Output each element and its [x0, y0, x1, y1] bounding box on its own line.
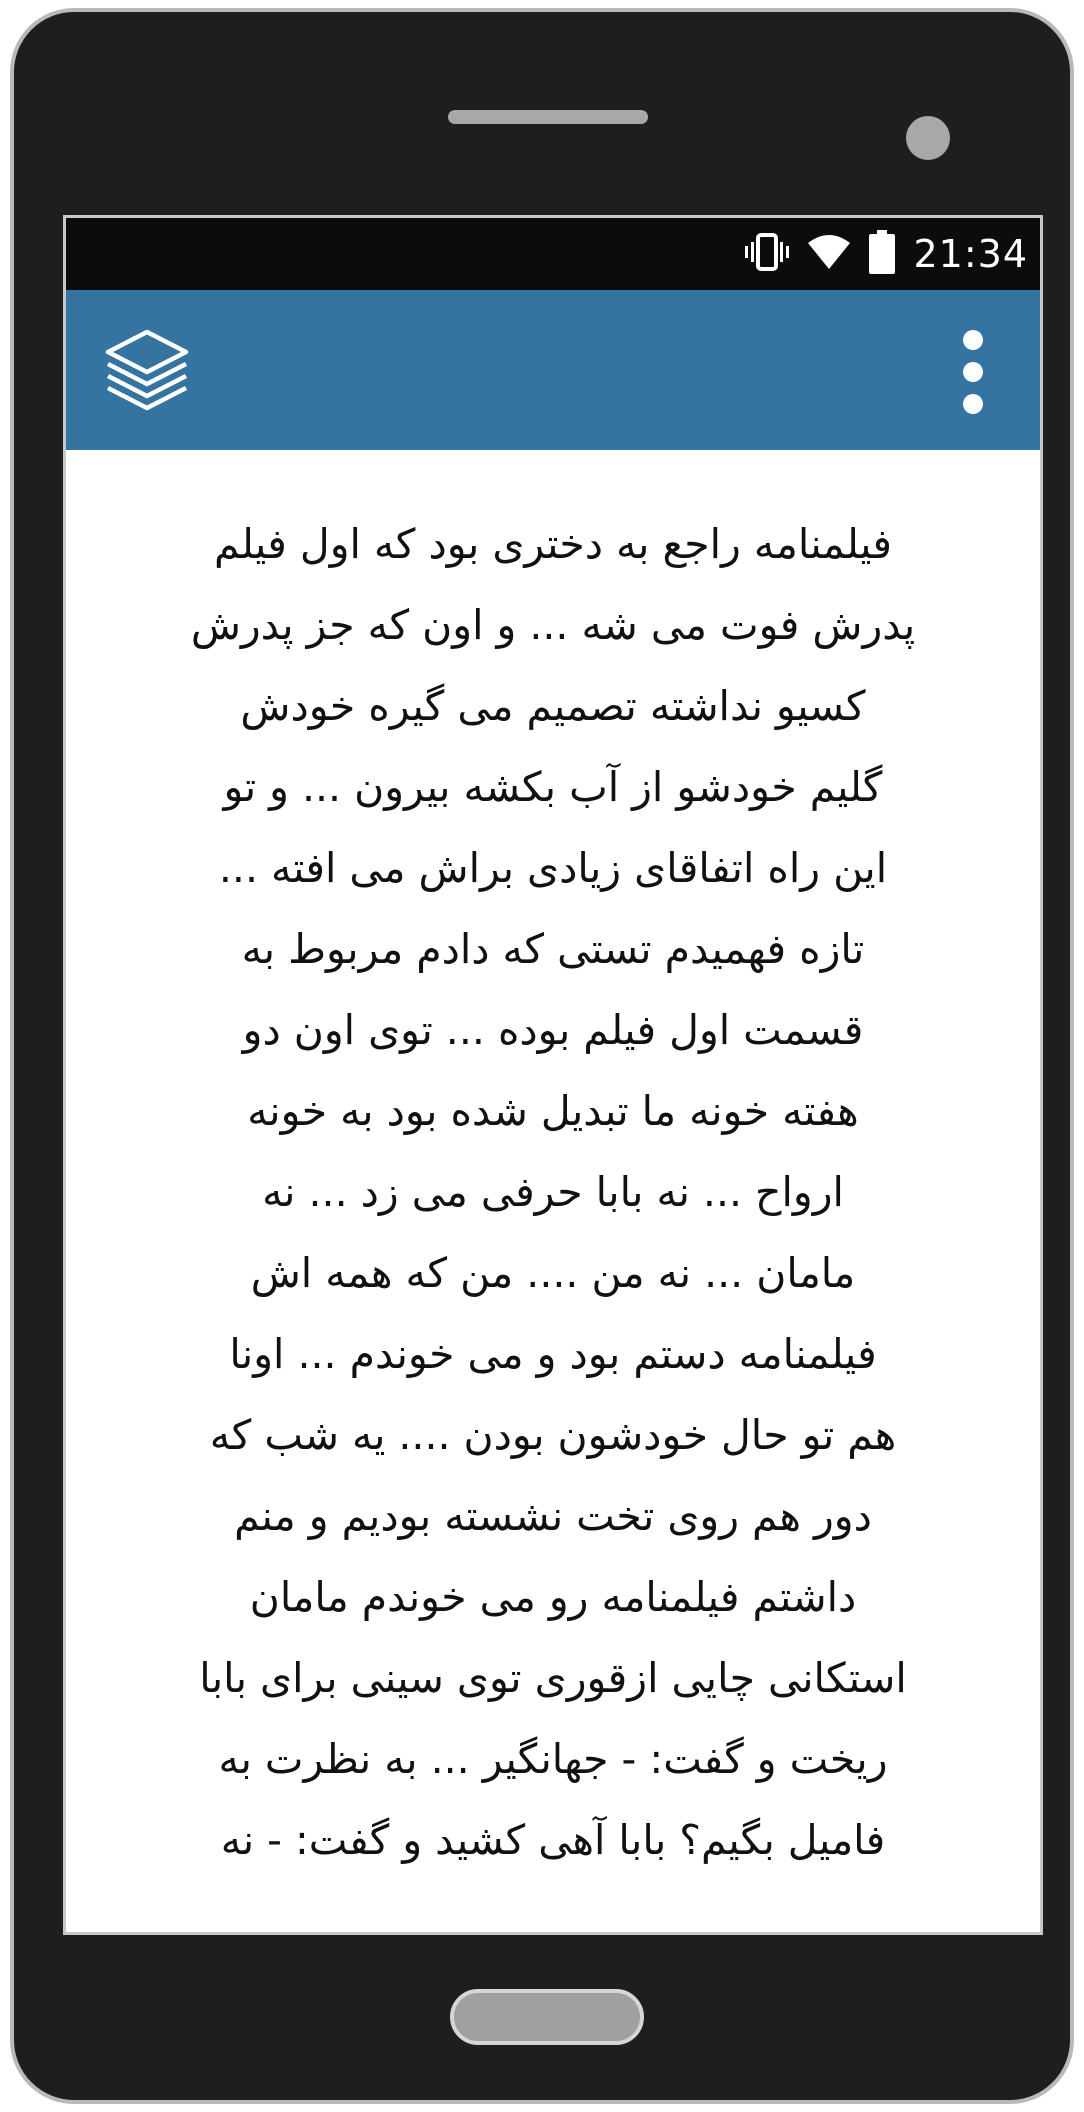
status-bar [66, 218, 1040, 290]
story-line: کسیو نداشته تصمیم می گیره خودش [240, 682, 866, 730]
story-line: استکانی چایی ازقوری توی سینی برای بابا [199, 1654, 907, 1702]
story-line: فیلمنامه دستم بود و می خوندم ... اونا [229, 1330, 877, 1378]
app-bar [66, 290, 1040, 450]
story-line: داشتم فیلمنامه رو می خوندم مامان [249, 1573, 857, 1621]
story-line: تازه فهمیدم تستی که دادم مربوط به [241, 925, 865, 973]
layers-icon[interactable] [102, 326, 192, 416]
story-line: ریخت و گفت: - جهانگیر ... به نظرت به [218, 1735, 888, 1783]
front-camera [906, 116, 950, 160]
story-line: فیلمنامه راجع به دختری بود که اول فیلم [214, 520, 892, 568]
story-line: این راه اتفاقای زیادی براش می افته ... [218, 844, 888, 892]
more-vertical-icon[interactable] [958, 330, 988, 414]
story-line: فامیل بگیم؟ بابا آهی کشید و گفت: - نه [220, 1816, 886, 1864]
story-line: هفته خونه ما تبدیل شده بود به خونه [247, 1087, 859, 1135]
story-line: گلیم خودشو از آب بکشه بیرون ... و تو [223, 763, 883, 811]
status-time: 21:34 [913, 232, 1028, 276]
story-content [66, 450, 1040, 1935]
home-button[interactable] [450, 1989, 644, 2045]
wifi-icon [807, 233, 851, 275]
vibrate-icon [745, 232, 789, 276]
phone-frame [10, 8, 1074, 2104]
story-line: قسمت اول فیلم بوده ... توی اون دو [242, 1006, 864, 1054]
screen [63, 215, 1043, 1935]
story-line: مامان ... نه من .... من که همه اش [250, 1249, 856, 1297]
story-text [136, 504, 970, 1881]
earpiece-speaker [448, 110, 648, 124]
story-line: دور هم روی تخت نشسته بودیم و منم [234, 1492, 872, 1540]
story-line: هم تو حال خودشون بودن .... یه شب که [209, 1411, 897, 1459]
status-icons [745, 218, 1028, 290]
story-line: پدرش فوت می شه ... و اون که جز پدرش [190, 601, 916, 649]
story-line: ارواح ... نه بابا حرفی می زد ... نه [262, 1168, 844, 1216]
battery-icon [869, 230, 895, 278]
